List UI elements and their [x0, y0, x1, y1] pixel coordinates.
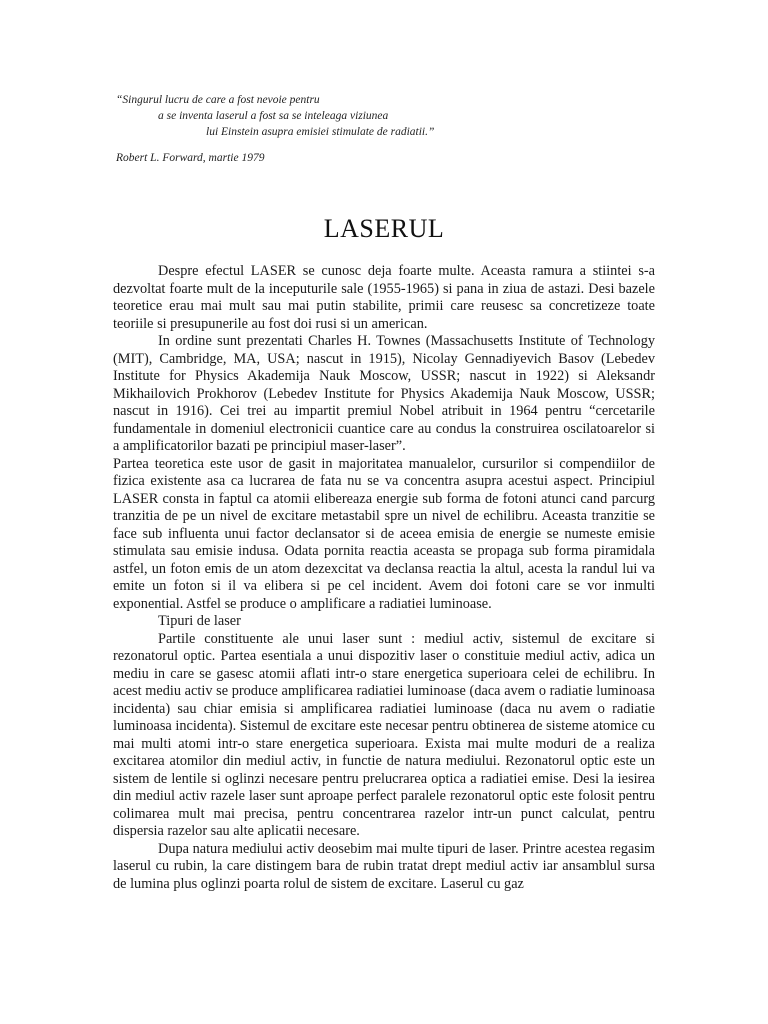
document-title: LASERUL	[323, 214, 445, 243]
epigraph-line: a se inventa laserul a fost sa se inteleaga viziunea	[158, 110, 389, 122]
epigraph-line: lui Einstein asupra emisiei stimulate de radiatii.”	[206, 126, 435, 138]
epigraph-quote	[116, 92, 434, 140]
section-subheading: Tipuri de laser	[158, 613, 241, 629]
paragraph: Despre efectul LASER se cunosc deja foarte multe. Aceasta ramura a stiintei s-a dezvoltat foarte mult de la inceputurile sale (1955-1965) si pana in ziua de astazi. Desi bazele teoretice erau mai mult sau mai putin stabilite, primii care reusesc sa concretizeze toate teoriile si presupunerile au fost doi rusi si un american.	[113, 263, 655, 332]
paragraph: In ordine sunt prezentati Charles H. Townes (Massachusetts Institute of Technology (MIT), Cambridge, MA, USA; nascut in 1915), Nicolay Gennadiyevich Basov (Lebedev Institute for Physics Akademija Nauk Moscow, USSR; nascut in 1922) si Aleksandr Mikhailovich Prokhorov (Lebedev Institute for Physics Akademija Nauk Moscow, USSR; nascut in 1916). Cei trei au impartit premiul Nobel atribuit in 1964 pentru “cercetarile fundamentale in domeniul electronicii cuantice care au condus la construirea oscilatoarelor si a amplificatorilor bazati pe principiul maser-laser”.	[113, 333, 655, 454]
epigraph-author: Robert L. Forward, martie 1979	[116, 152, 265, 164]
paragraph: Dupa natura mediului activ deosebim mai multe tipuri de laser. Printre acestea regasim laserul cu rubin, la care distingem bara de rubin tratat drept mediul activ iar ansamblul sursa de lumina plus oglinzi poarta rolul de sistem de excitare. Laserul cu gaz	[113, 840, 655, 892]
paragraph: Partea teoretica este usor de gasit in majoritatea manualelor, cursurilor si compendiilor de fizica existente asa ca lucrarea de fata nu se va concentra asupra acestui aspect. Principiul LASER consta in faptul ca atomii elibereaza energie sub forma de fotoni atunci cand parcurg tranzitia de pe un nivel de excitare metastabil spre un nivel de echilibru. Aceasta tranzitie se face sub influenta unui factor declansator si de aceea emisia de energie se numeste emisie stimulata sau emisie indusa. Odata pornita reactia aceasta se propaga sub forma piramidala astfel, un foton emis de un atom dezexcitat va declansa reactia la altul, acesta la randul lui va emite un foton si il va elibera si pe cel incident. Avem doi fotoni care se vor inmulti exponential. Astfel se produce o amplificare a radiatiei luminoase.	[113, 455, 655, 612]
epigraph-line: “Singurul lucru de care a fost nevoie pentru	[116, 94, 320, 106]
document-body	[113, 263, 655, 893]
paragraph: Partile constituente ale unui laser sunt : mediul activ, sistemul de excitare si rezonatorul optic. Partea esentiala a unui dispozitiv laser o constituie mediul activ, adica un mediu in care se gasesc atomii aflati intr-o stare energetica superioara celei de echilibru. In acest mediu activ se produce amplificarea radiatiei luminoase (daca avem o radiatie luminoasa incidenta) sau chiar emisia si amplificarea radiatiei luminoase (daca nu avem o radiatie luminoasa incidenta). Sistemul de excitare este necesar pentru obtinerea de sisteme atomice cu mai multi atomi intr-o stare energetica superioara. Exista mai multe moduri de a realiza excitarea atomilor din mediul activ, in functie de natura mediului. Rezonatorul optic este un sistem de lentile si oglinzi necesare pentru prelucrarea optica a radiatiei emise. Desi la iesirea din mediul activ razele laser sunt aproape perfect paralele rezonatorul optic este folosit pentru colimarea mult mai precisa, pentru concentrarea razelor intr-un punct calculat, pentru dispersia razelor sau alte aplicatii necesare.	[113, 630, 655, 839]
